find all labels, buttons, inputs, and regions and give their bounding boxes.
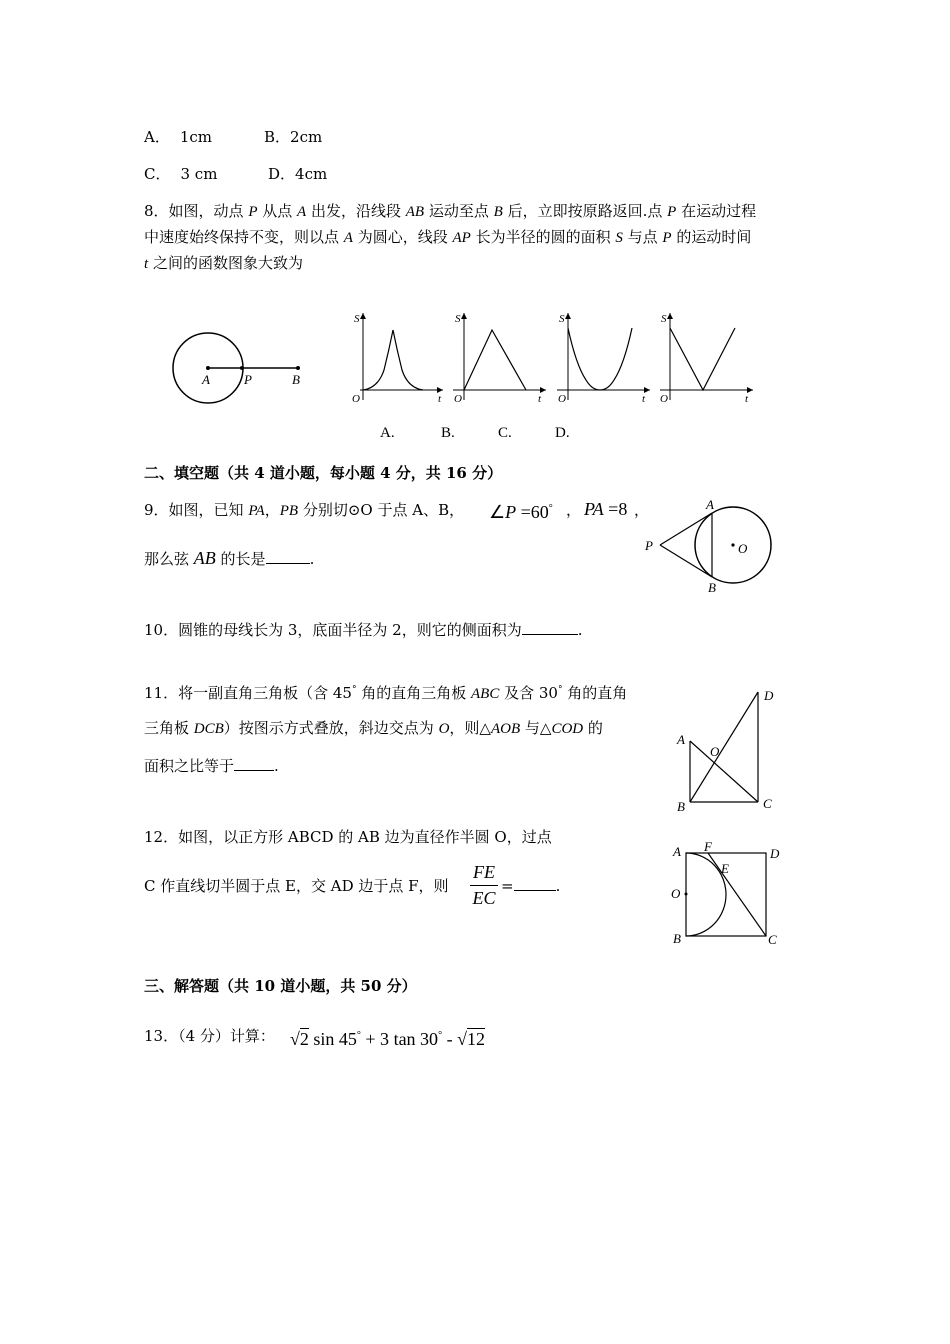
section-2-title: 二、填空题（共 4 道小题，每小题 4 分，共 16 分）: [144, 464, 503, 482]
svg-text:B: B: [708, 580, 716, 595]
q9-comma: ，: [566, 501, 582, 519]
svg-text:O: O: [352, 393, 360, 405]
svg-text:P: P: [645, 538, 653, 553]
q8-circle-figure: [160, 320, 320, 420]
q9-line-1: 9．如图，已知 PA，PB 分别切⊙O 于点 A、B，: [144, 501, 465, 519]
graph-b: [448, 310, 548, 405]
svg-text:S: S: [559, 313, 565, 325]
svg-text:A: A: [673, 844, 681, 859]
sqrt-sign-2: √: [457, 1029, 467, 1049]
svg-text:B: B: [677, 799, 685, 814]
q12-line-2: C 作直线切半圆于点 E，交 AD 边于点 F，则: [144, 877, 449, 895]
q11-figure: [670, 684, 790, 814]
svg-text:F: F: [704, 839, 712, 854]
svg-text:t: t: [642, 393, 646, 405]
svg-text:C: C: [768, 932, 777, 947]
q12-line-1: 12．如图，以正方形 ABCD 的 AB 边为直径作半圆 O，过点: [144, 828, 552, 846]
svg-text:S: S: [661, 313, 667, 325]
curve-a: [363, 330, 423, 390]
label-a: A: [202, 372, 210, 387]
svg-text:O: O: [738, 541, 748, 556]
svg-text:S: S: [354, 313, 360, 325]
svg-text:E: E: [721, 861, 729, 876]
q8-line-3: t 之间的函数图象大致为: [144, 254, 303, 272]
option-c: C． 3 cm: [144, 165, 218, 183]
graph-label-a: A.: [380, 425, 395, 441]
svg-text:D: D: [770, 846, 780, 861]
curve-d: [670, 328, 735, 390]
q12-figure: [668, 840, 788, 950]
curve-b: [464, 330, 526, 390]
q9-angle-expression: ∠P =60°: [489, 502, 553, 522]
label-b: B: [292, 372, 300, 387]
q10-line: 10．圆锥的母线长为 3，底面半径为 2，则它的侧面积为 .: [144, 621, 583, 639]
svg-text:O: O: [454, 393, 462, 405]
graph-label-b: B.: [441, 425, 455, 441]
q12-fraction: [470, 862, 498, 909]
option-a: A． 1cm: [144, 128, 213, 146]
q11-line-3: 面积之比等于 .: [144, 757, 279, 775]
svg-text:O: O: [660, 393, 668, 405]
svg-text:C: C: [763, 796, 772, 811]
q10-answer-blank: [522, 620, 578, 635]
section-3-title: 三、解答题（共 10 道小题，共 50 分）: [144, 977, 417, 995]
graph-d: [655, 310, 755, 405]
q8-line-2: 中速度始终保持不变，则以点 A 为圆心，线段 AP 长为半径的圆的面积 S 与点 P 的运动时间: [144, 228, 752, 246]
svg-text:A: A: [706, 497, 714, 512]
svg-text:O: O: [671, 886, 681, 901]
q11-line-2: 三角板 DCB）按图示方式叠放，斜边交点为 O，则△AOB 与△COD 的: [144, 719, 603, 737]
fraction-denominator: EC: [472, 888, 496, 908]
option-b: B．2cm: [264, 128, 323, 146]
q11-line-1: 11．将一副直角三角板（含 45° 角的直角三角板 ABC 及含 30° 角的直角: [144, 684, 628, 702]
sqrt-sign: √: [290, 1029, 300, 1049]
label-p: P: [244, 372, 252, 387]
fraction-numerator: FE: [473, 862, 495, 882]
q12-answer-blank: [514, 876, 556, 891]
svg-text:t: t: [538, 393, 542, 405]
svg-text:t: t: [438, 393, 442, 405]
q9-comma-2: ，: [634, 501, 650, 519]
q12-answer: = .: [501, 877, 561, 895]
graph-label-d: D.: [555, 425, 570, 441]
graph-c: [552, 310, 652, 405]
q9-figure: [640, 495, 780, 600]
svg-text:O: O: [710, 744, 720, 759]
q13-label: 13．（4 分）计算：: [144, 1027, 275, 1045]
svg-text:A: A: [677, 732, 685, 747]
svg-text:D: D: [764, 688, 774, 703]
q11-answer-blank: [234, 756, 274, 771]
svg-text:B: B: [673, 931, 681, 946]
q9-pa-expression: PA =8: [584, 499, 628, 519]
svg-text:S: S: [455, 313, 461, 325]
option-d: D．4cm: [268, 165, 328, 183]
graph-a: [348, 310, 448, 405]
graph-label-c: C.: [498, 425, 512, 441]
q9-line-2: 那么弦 AB 的长是 .: [144, 548, 315, 568]
svg-text:t: t: [745, 393, 749, 405]
q8-line-1: 8．如图，动点 P 从点 A 出发，沿线段 AB 运动至点 B 后，立即按原路返回.点 P 在运动过程: [144, 202, 757, 220]
curve-c: [568, 328, 632, 390]
svg-text:O: O: [558, 393, 566, 405]
q9-answer-blank: [266, 549, 310, 564]
q13-expression: √2 sin 45° + 3 tan 30° - √12: [290, 1029, 485, 1049]
